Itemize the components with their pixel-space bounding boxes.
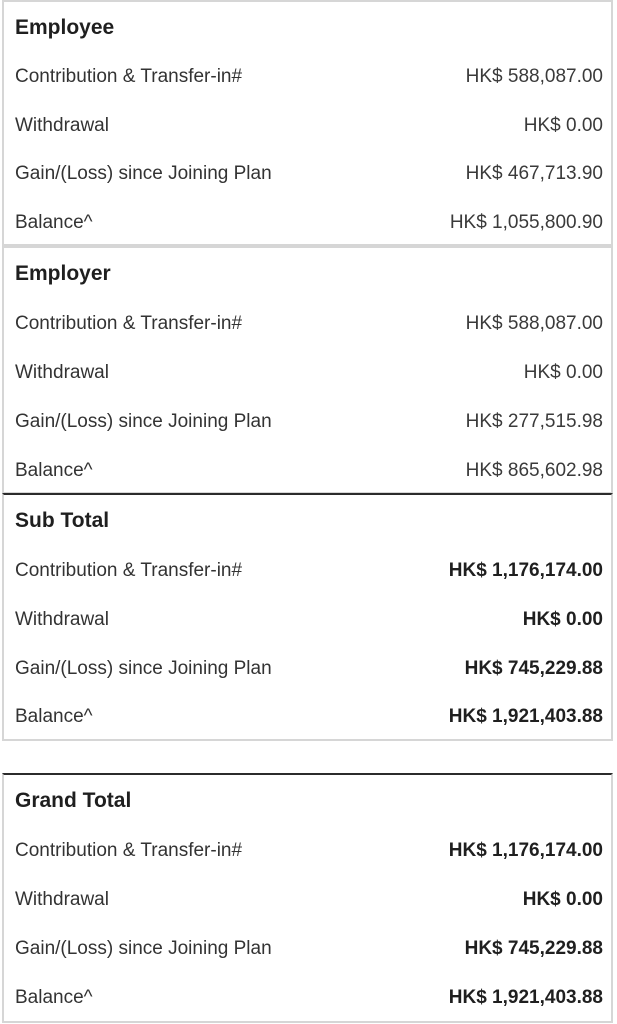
row-label: Gain/(Loss) since Joining Plan	[15, 163, 272, 184]
row-value: HK$ 745,229.88	[464, 658, 603, 679]
row-value: HK$ 0.00	[522, 609, 603, 630]
employee-section	[2, 0, 613, 246]
withdrawal-row	[15, 112, 603, 140]
row-value: HK$ 1,055,800.90	[449, 212, 603, 233]
withdrawal-row	[15, 606, 603, 634]
row-value: HK$ 0.00	[523, 362, 603, 383]
balance-row	[15, 703, 603, 731]
row-value: HK$ 745,229.88	[464, 938, 603, 959]
row-label: Withdrawal	[15, 609, 109, 630]
row-value: HK$ 1,176,174.00	[448, 560, 603, 581]
row-label: Contribution & Transfer-in#	[15, 313, 243, 334]
row-label: Balance^	[15, 212, 93, 233]
row-label: Contribution & Transfer-in#	[15, 840, 243, 861]
row-label: Contribution & Transfer-in#	[15, 66, 243, 87]
row-value: HK$ 588,087.00	[465, 66, 603, 87]
row-label: Gain/(Loss) since Joining Plan	[15, 938, 272, 959]
row-value: HK$ 1,921,403.88	[448, 706, 603, 727]
sub-total-section	[2, 493, 613, 741]
balance-row	[15, 209, 603, 237]
gain-loss-row	[15, 655, 603, 683]
balance-row	[15, 984, 603, 1012]
row-value: HK$ 277,515.98	[465, 411, 603, 432]
row-label: Gain/(Loss) since Joining Plan	[15, 658, 272, 679]
row-label: Balance^	[15, 460, 93, 481]
row-value: HK$ 0.00	[523, 115, 603, 136]
gain-loss-row	[15, 408, 603, 436]
row-value: HK$ 0.00	[522, 889, 603, 910]
row-label: Withdrawal	[15, 115, 109, 136]
section-title: Grand Total	[15, 789, 132, 812]
withdrawal-row	[15, 359, 603, 387]
row-label: Withdrawal	[15, 362, 109, 383]
section-title: Sub Total	[15, 509, 110, 532]
row-value: HK$ 467,713.90	[465, 163, 603, 184]
section-title: Employee	[15, 16, 115, 39]
gain-loss-row	[15, 935, 603, 963]
contribution-row	[15, 557, 603, 585]
contribution-row	[15, 310, 603, 338]
withdrawal-row	[15, 886, 603, 914]
row-value: HK$ 1,176,174.00	[448, 840, 603, 861]
section-title: Employer	[15, 262, 111, 285]
row-label: Balance^	[15, 706, 93, 727]
grand-total-section	[2, 773, 613, 1023]
row-value: HK$ 588,087.00	[465, 313, 603, 334]
row-label: Contribution & Transfer-in#	[15, 560, 243, 581]
balance-row	[15, 457, 603, 485]
contribution-row	[15, 837, 603, 865]
row-value: HK$ 865,602.98	[465, 460, 603, 481]
row-label: Withdrawal	[15, 889, 109, 910]
row-value: HK$ 1,921,403.88	[448, 987, 603, 1008]
gain-loss-row	[15, 160, 603, 188]
row-label: Gain/(Loss) since Joining Plan	[15, 411, 272, 432]
contribution-row	[15, 63, 603, 91]
row-label: Balance^	[15, 987, 93, 1008]
employer-section	[2, 246, 613, 494]
